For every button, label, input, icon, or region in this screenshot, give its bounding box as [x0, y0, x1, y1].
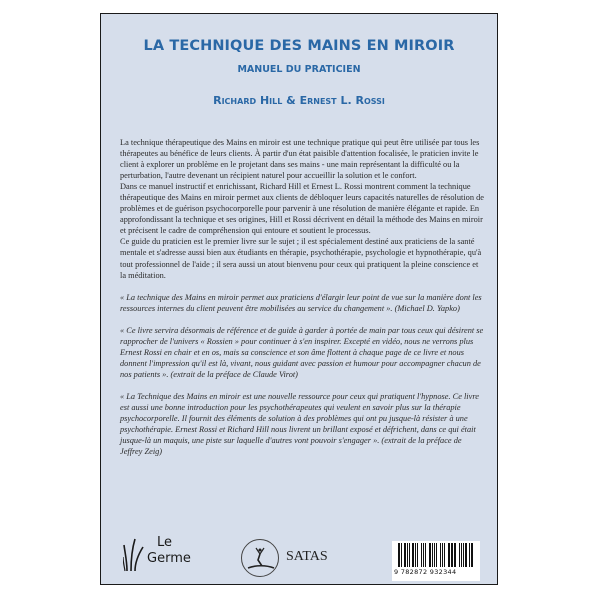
grass-icon	[123, 537, 147, 573]
publisher-logos	[101, 529, 497, 579]
isbn-barcode	[392, 541, 480, 581]
barcode-bars	[398, 543, 474, 567]
endorsement-quote: « La Technique des Mains en miroir est une nouvelle ressource pour ceux qui pratiquent l'hypnose. Ce livre est aussi une bonne introduction pour les psychothérapeutes qui veulent en savoir plus sur la thérapie psychocorporelle. Il fournit des éléments de solution à des problèmes qui ont pu jusque-là résister à une psychothérapie. Ernest Rossi et Richard Hill nous livrent un brillant exposé et défrichent, dans ce qui était jusque-là un maquis, une piste sur laquelle d'autres vont pouvoir s'engager ». (extrait de la préface de Jeffrey Zeig)	[120, 391, 479, 457]
blurb-paragraph: Dans ce manuel instructif et enrichissant, Richard Hill et Ernest L. Rossi montrent comment la technique thérapeutique des Mains en miroir permet aux clients de débloquer leurs capacités naturelles de résolution de problèmes et de guérison psychocorporelle pour parvenir à une résolution de manière élégante et rapide. En approfondissant la technique et ses origines, Hill et Rossi décrivent en détail la méthode des Mains en miroir et précisent le cadre de compréhension qui entoure et soutient le processus.	[120, 182, 484, 236]
endorsement-quote: « Ce livre servira désormais de référence et de guide à garder à portée de main par tous ceux qui désirent se rapprocher de l'univers « Rossien » pour continuer à s'en inspirer. Excepté en vidéo, nous ne verrons plus Ernest Rossi en chair et en os, mais sa conscience et son âme flottent à chaque page de ce livre et nous donnent l'impression qu'il est là, vivant, nous guidant avec passion et humour pour accompagner chacun de nos patients ». (extrait de la préface de Claude Virot)	[120, 325, 484, 379]
le-germe-text: Le Germe	[147, 535, 191, 566]
book-title: LA TECHNIQUE DES MAINS EN MIROIR	[143, 38, 455, 54]
book-back-cover	[100, 13, 498, 585]
satas-circle-icon	[241, 539, 279, 577]
blurb	[120, 137, 485, 457]
satas-text: SATAS	[286, 549, 328, 564]
blurb-paragraph: Ce guide du praticien est le premier livre sur le sujet ; il est spécialement destiné aux praticiens de la santé mentale et s'adresse aussi bien aux étudiants en thérapie, psychothérapie, psychologie et hypnothérapie, qu'à tout professionnel de l'aide ; il sera aussi un atout bienvenu pour ceux qui pratiquent la pleine conscience et la méditation.	[120, 237, 482, 280]
isbn-number: 9 782872 932344	[394, 568, 457, 576]
le-germe-logo	[123, 537, 203, 577]
satas-logo	[241, 539, 361, 579]
blurb-paragraph: La technique thérapeutique des Mains en miroir est une technique pratique qui peut être utilisée par tous les thérapeutes au bénéfice de leurs clients. À partir d'un état paisible d'attention focalisée, le praticien invite le client à explorer un problème en le projetant dans ses mains - une main représentant la difficulté ou la perturbation, l'autre devenant un récipient naturel pour accueillir la solution et le confort.	[120, 138, 480, 181]
book-authors: Richard Hill & Ernest L. Rossi	[213, 94, 385, 107]
endorsement-quote: « La technique des Mains en miroir permet aux praticiens d'élargir leur point de vue sur la manière dont les ressources internes du client peuvent être mobilisées au service du changement ». (Michael D. Yapko)	[120, 292, 482, 313]
book-subtitle: MANUEL DU PRATICIEN	[237, 64, 361, 75]
